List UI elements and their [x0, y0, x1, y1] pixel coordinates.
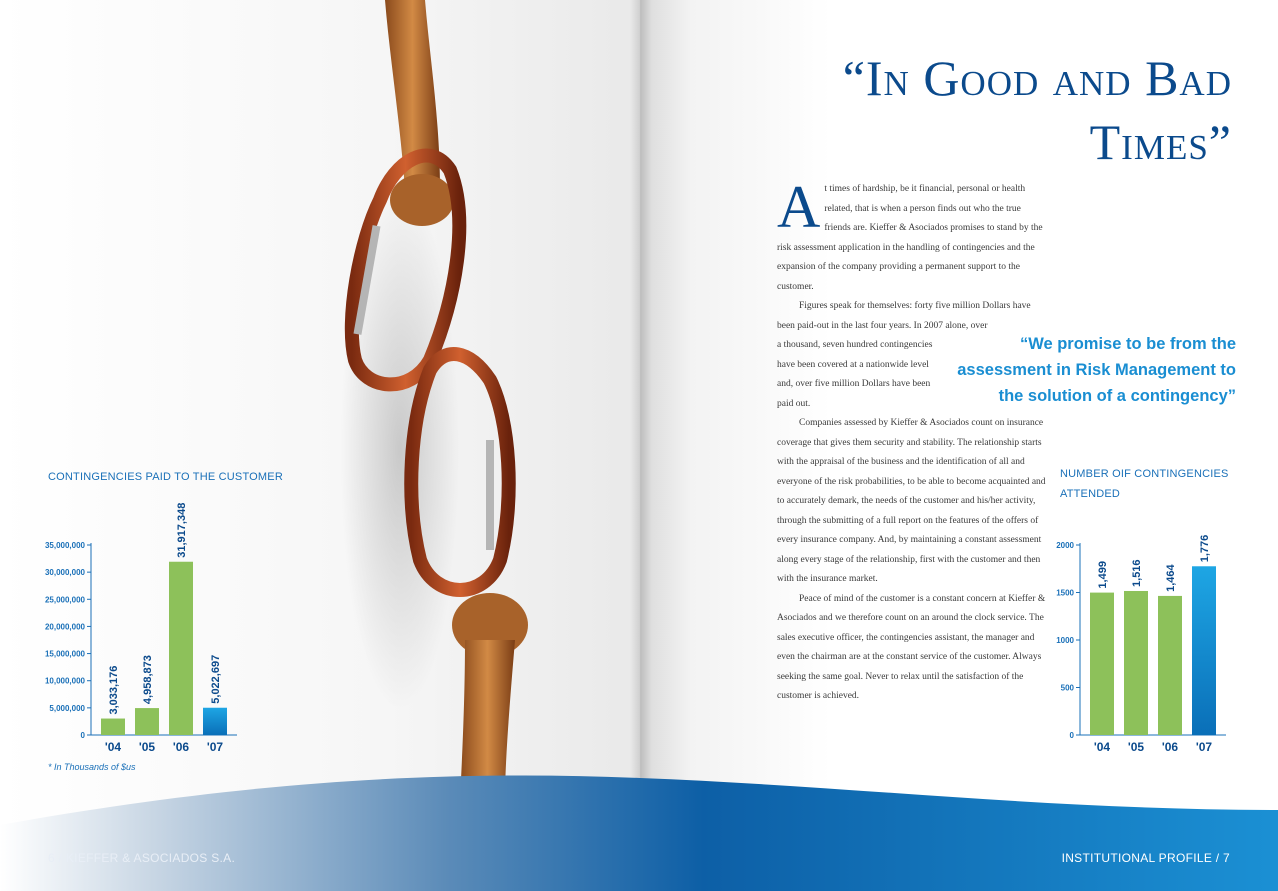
bar-1: [1124, 591, 1148, 735]
bar-2: [169, 562, 193, 735]
footer-right: INSTITUTIONAL PROFILE / 7: [1061, 851, 1230, 865]
bar-3: [203, 708, 227, 735]
paragraph-4: Peace of mind of the customer is a constant concern at Kieffer & Asociados and we therefore count on an around the clock service. The sales executive officer, the contingencies assistant, the manager and even the chairman are at the constant service of the customer. Always seeking the same goal. Never to relax until the satisfaction of the customer is achieved.: [777, 593, 1046, 701]
bar-value-label: 1,464: [1165, 564, 1177, 592]
bar-value-label: 5,022,697: [210, 654, 222, 704]
bar-1: [135, 708, 159, 735]
bar-3: [1192, 566, 1216, 735]
bottom-wave: [0, 770, 1278, 891]
bar-value-label: 4,958,873: [142, 655, 154, 705]
y-tick-label: 25,000,000: [44, 595, 85, 605]
rope-carabiner-photo: [290, 0, 640, 800]
y-tick-label: 2000: [1056, 541, 1074, 550]
x-tick-label: '04: [104, 740, 122, 754]
bar-value-label: 31,917,348: [176, 502, 188, 558]
y-tick-label: 5,000,000: [49, 703, 85, 713]
y-tick-label: 0: [1069, 731, 1074, 740]
y-tick-label: 35,000,000: [44, 541, 85, 550]
x-tick-label: '05: [138, 740, 156, 754]
pull-quote: “We promise to be from the assessment in Risk Management to the solution of a contingency”: [957, 335, 1236, 405]
y-tick-label: 20,000,000: [44, 622, 85, 632]
y-tick-label: 1500: [1056, 588, 1074, 598]
x-tick-label: '06: [172, 740, 190, 754]
page-title: “In Good and Bad Times”: [842, 50, 1232, 170]
dropcap: A: [777, 174, 821, 240]
body-text: [777, 174, 1047, 707]
x-tick-label: '07: [1195, 740, 1213, 754]
bar-value-label: 1,776: [1199, 534, 1211, 563]
x-tick-label: '06: [1161, 740, 1179, 754]
bar-value-label: 1,499: [1097, 561, 1109, 589]
y-tick-label: 500: [1060, 683, 1074, 693]
bar-0: [101, 719, 125, 735]
y-tick-label: 30,000,000: [44, 568, 85, 578]
chart-contingencies-attended: [1030, 505, 1270, 760]
y-tick-label: 15,000,000: [44, 649, 85, 659]
x-tick-label: '05: [1127, 740, 1145, 754]
y-tick-label: 0: [80, 731, 85, 740]
x-tick-label: '07: [206, 740, 224, 754]
y-tick-label: 10,000,000: [44, 676, 85, 686]
paragraph-3: Companies assessed by Kieffer & Asociados count on insurance coverage that gives them security and stability. The relationship starts with the appraisal of the business and the identification of all and everyone of the risk probabilities, to be able to become acquainted and to accurately demark, the needs of the customer and his/her activity, through the submitting of a full report on the features of the offers of every insurance company. And, by maintaining a constant assessment along every stage of the relationship, first with the customer and then with the insurance market.: [777, 418, 1046, 584]
paragraph-2b: a thousand, seven hundred contingencies have been covered at a nationwide level and, over five million Dollars have been paid out.: [777, 340, 933, 409]
chart-contingencies-paid: [0, 495, 260, 760]
chart-footnote: * In Thousands of $us: [48, 762, 136, 772]
bar-0: [1090, 593, 1114, 735]
chart-title-contingencies-attended: NUMBER OIF CONTINGENCIES ATTENDED: [1060, 468, 1229, 500]
bar-value-label: 1,516: [1131, 559, 1143, 587]
bar-2: [1158, 596, 1182, 735]
footer-left: 6 / KIEFFER & ASOCIADOS S.A.: [48, 851, 236, 865]
bar-value-label: 3,033,176: [108, 665, 120, 715]
paragraph-1: t times of hardship, be it financial, personal or health related, that is when a person finds out who the true friends are. Kieffer & Asociados promises to stand by the risk assessment application in the handling of contingencies and the expansion of the company providing a permanent support to the customer.: [777, 184, 1043, 292]
chart-title-contingencies-paid: CONTINGENCIES PAID TO THE CUSTOMER: [48, 471, 283, 483]
x-tick-label: '04: [1093, 740, 1111, 754]
y-tick-label: 1000: [1056, 636, 1074, 645]
paragraph-2a: Figures speak for themselves: forty five million Dollars have been paid-out in the last four years. In 2007 alone, over: [777, 301, 1031, 331]
